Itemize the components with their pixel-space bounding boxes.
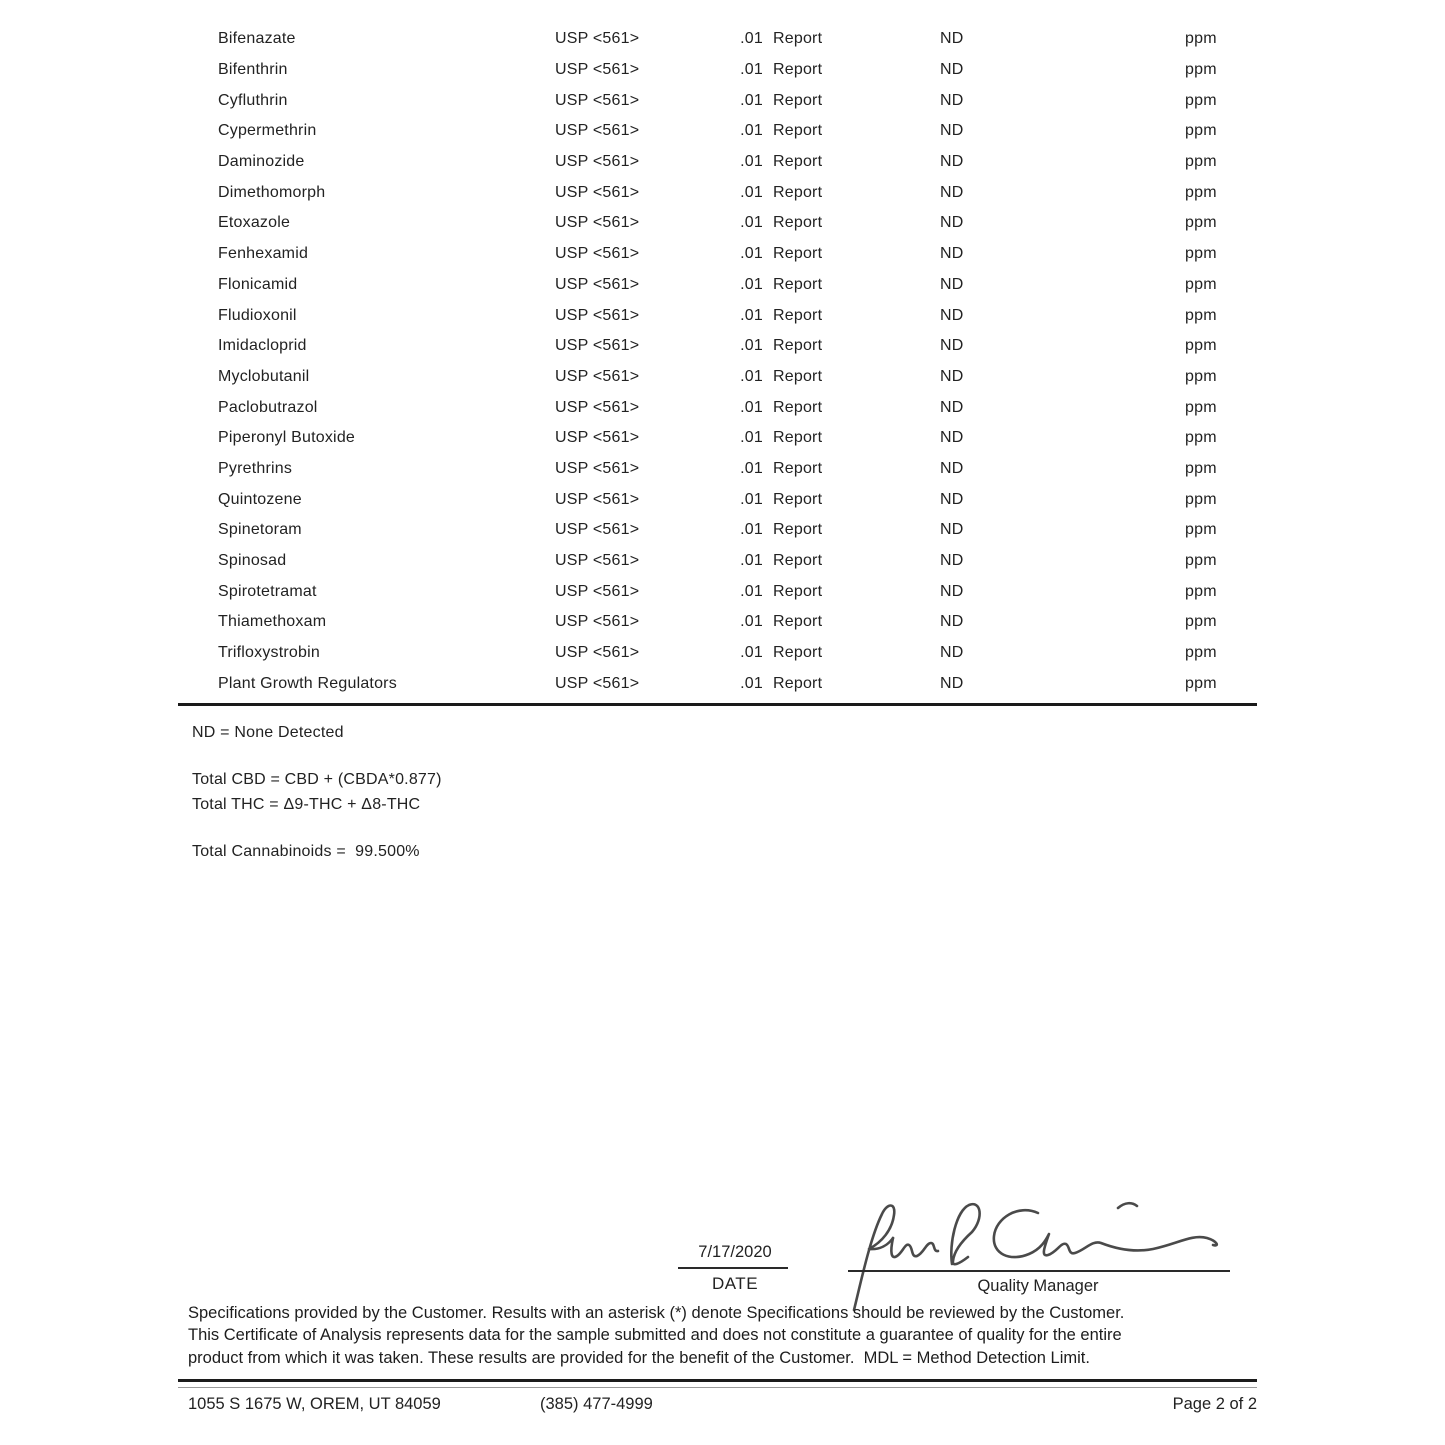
specification: Report xyxy=(773,429,823,447)
specification: Report xyxy=(773,30,823,48)
test-method: USP <561> xyxy=(555,153,640,171)
table-row xyxy=(178,85,1257,116)
units-label: ppm xyxy=(1185,644,1217,662)
units-label: ppm xyxy=(1185,122,1217,140)
mdl-value: .01 xyxy=(740,214,763,232)
test-method: USP <561> xyxy=(555,674,640,692)
lab-phone: (385) 477-4999 xyxy=(540,1395,653,1413)
total-cbd-formula-note: Total CBD = CBD + (CBDA*0.877) xyxy=(192,771,442,788)
analyte-name: Cyfluthrin xyxy=(218,91,288,109)
result-value: ND xyxy=(940,214,964,232)
result-value: ND xyxy=(940,613,964,631)
result-value: ND xyxy=(940,91,964,109)
page-indicator: Page 2 of 2 xyxy=(1172,1395,1257,1413)
specification: Report xyxy=(773,521,823,539)
analyte-name: Dimethomorph xyxy=(218,183,326,201)
units-label: ppm xyxy=(1185,306,1217,324)
units-label: ppm xyxy=(1185,183,1217,201)
result-value: ND xyxy=(940,183,964,201)
mdl-value: .01 xyxy=(740,459,763,477)
table-row xyxy=(178,24,1257,55)
test-method: USP <561> xyxy=(555,183,640,201)
specification: Report xyxy=(773,398,823,416)
units-label: ppm xyxy=(1185,552,1217,570)
mdl-value: .01 xyxy=(740,429,763,447)
specification: Report xyxy=(773,306,823,324)
specification: Report xyxy=(773,122,823,140)
test-method: USP <561> xyxy=(555,245,640,263)
test-method: USP <561> xyxy=(555,552,640,570)
analyte-name: Flonicamid xyxy=(218,275,298,293)
test-method: USP <561> xyxy=(555,613,640,631)
test-method: USP <561> xyxy=(555,644,640,662)
analyte-name: Etoxazole xyxy=(218,214,291,232)
test-method: USP <561> xyxy=(555,490,640,508)
specification: Report xyxy=(773,674,823,692)
test-method: USP <561> xyxy=(555,91,640,109)
analyte-name: Piperonyl Butoxide xyxy=(218,429,356,447)
table-row xyxy=(178,177,1257,208)
mdl-value: .01 xyxy=(740,30,763,48)
specification: Report xyxy=(773,275,823,293)
analyte-name: Imidacloprid xyxy=(218,337,307,355)
table-row xyxy=(178,607,1257,638)
result-value: ND xyxy=(940,490,964,508)
mdl-value: .01 xyxy=(740,613,763,631)
mdl-value: .01 xyxy=(740,61,763,79)
disclaimer-line: product from which it was taken. These results are provided for the benefit of the Customer. MDL = Method Detection Limit. xyxy=(188,1348,1090,1367)
date-label: DATE xyxy=(711,1274,759,1293)
test-method: USP <561> xyxy=(555,122,640,140)
units-label: ppm xyxy=(1185,337,1217,355)
test-method: USP <561> xyxy=(555,521,640,539)
specification: Report xyxy=(773,153,823,171)
analyte-name: Trifloxystrobin xyxy=(218,644,320,662)
specification: Report xyxy=(773,644,823,662)
analyte-name: Myclobutanil xyxy=(218,367,310,385)
test-method: USP <561> xyxy=(555,275,640,293)
table-row xyxy=(178,362,1257,393)
specification: Report xyxy=(773,91,823,109)
disclaimer-line: This Certificate of Analysis represents data for the sample submitted and does not constitute a guarantee of quality for the entire xyxy=(188,1326,1122,1345)
quality-manager-signature xyxy=(830,1194,1240,1316)
nd-definition-note: ND = None Detected xyxy=(192,724,344,741)
result-value: ND xyxy=(940,30,964,48)
result-value: ND xyxy=(940,398,964,416)
pesticide-results-table xyxy=(178,24,1257,706)
total-thc-formula-note: Total THC = Δ9-THC + Δ8-THC xyxy=(192,796,421,813)
analyte-name: Spinetoram xyxy=(218,521,302,539)
units-label: ppm xyxy=(1185,613,1217,631)
specification: Report xyxy=(773,459,823,477)
result-value: ND xyxy=(940,367,964,385)
units-label: ppm xyxy=(1185,61,1217,79)
analyte-name: Spirotetramat xyxy=(218,582,317,600)
mdl-value: .01 xyxy=(740,153,763,171)
result-value: ND xyxy=(940,582,964,600)
analyte-name: Paclobutrazol xyxy=(218,398,318,416)
result-value: ND xyxy=(940,552,964,570)
result-value: ND xyxy=(940,521,964,539)
units-label: ppm xyxy=(1185,398,1217,416)
mdl-value: .01 xyxy=(740,552,763,570)
table-row xyxy=(178,392,1257,423)
mdl-value: .01 xyxy=(740,245,763,263)
mdl-value: .01 xyxy=(740,674,763,692)
units-label: ppm xyxy=(1185,30,1217,48)
result-value: ND xyxy=(940,153,964,171)
table-row xyxy=(178,116,1257,147)
units-label: ppm xyxy=(1185,582,1217,600)
units-label: ppm xyxy=(1185,245,1217,263)
result-value: ND xyxy=(940,674,964,692)
table-row xyxy=(178,331,1257,362)
mdl-value: .01 xyxy=(740,183,763,201)
total-cannabinoids-note: Total Cannabinoids = 99.500% xyxy=(192,843,420,860)
mdl-value: .01 xyxy=(740,275,763,293)
result-value: ND xyxy=(940,306,964,324)
table-row xyxy=(178,454,1257,485)
mdl-value: .01 xyxy=(740,306,763,324)
specification: Report xyxy=(773,214,823,232)
test-method: USP <561> xyxy=(555,30,640,48)
mdl-value: .01 xyxy=(740,582,763,600)
test-method: USP <561> xyxy=(555,582,640,600)
table-row xyxy=(178,55,1257,86)
test-method: USP <561> xyxy=(555,367,640,385)
signer-title: Quality Manager xyxy=(977,1277,1099,1295)
analyte-name: Fludioxonil xyxy=(218,306,297,324)
units-label: ppm xyxy=(1185,91,1217,109)
specification: Report xyxy=(773,552,823,570)
specification: Report xyxy=(773,61,823,79)
units-label: ppm xyxy=(1185,153,1217,171)
date-signature-line xyxy=(678,1267,788,1269)
mdl-value: .01 xyxy=(740,398,763,416)
specification: Report xyxy=(773,582,823,600)
units-label: ppm xyxy=(1185,490,1217,508)
table-row xyxy=(178,546,1257,577)
mdl-value: .01 xyxy=(740,337,763,355)
test-method: USP <561> xyxy=(555,459,640,477)
signature-date-value: 7/17/2020 xyxy=(698,1243,772,1261)
analyte-name: Plant Growth Regulators xyxy=(218,674,397,692)
analyte-name: Bifenazate xyxy=(218,30,296,48)
specification: Report xyxy=(773,337,823,355)
units-label: ppm xyxy=(1185,429,1217,447)
analyte-name: Quintozene xyxy=(218,490,302,508)
result-value: ND xyxy=(940,61,964,79)
table-row xyxy=(178,300,1257,331)
analyte-name: Cypermethrin xyxy=(218,122,317,140)
mdl-value: .01 xyxy=(740,122,763,140)
table-row xyxy=(178,668,1257,699)
signer-signature-line xyxy=(848,1270,1230,1272)
specification: Report xyxy=(773,245,823,263)
units-label: ppm xyxy=(1185,459,1217,477)
specification: Report xyxy=(773,183,823,201)
units-label: ppm xyxy=(1185,367,1217,385)
mdl-value: .01 xyxy=(740,521,763,539)
units-label: ppm xyxy=(1185,275,1217,293)
specification: Report xyxy=(773,613,823,631)
specification: Report xyxy=(773,367,823,385)
specification: Report xyxy=(773,490,823,508)
result-value: ND xyxy=(940,644,964,662)
test-method: USP <561> xyxy=(555,398,640,416)
table-row xyxy=(178,270,1257,301)
mdl-value: .01 xyxy=(740,91,763,109)
analyte-name: Thiamethoxam xyxy=(218,613,327,631)
lab-address: 1055 S 1675 W, OREM, UT 84059 xyxy=(188,1395,441,1413)
table-row xyxy=(178,515,1257,546)
table-row xyxy=(178,208,1257,239)
result-value: ND xyxy=(940,245,964,263)
analyte-name: Bifenthrin xyxy=(218,61,288,79)
units-label: ppm xyxy=(1185,521,1217,539)
analyte-name: Pyrethrins xyxy=(218,459,293,477)
footer-separator-thin xyxy=(178,1387,1257,1388)
analyte-name: Spinosad xyxy=(218,552,287,570)
table-row xyxy=(178,239,1257,270)
result-value: ND xyxy=(940,429,964,447)
mdl-value: .01 xyxy=(740,644,763,662)
test-method: USP <561> xyxy=(555,306,640,324)
result-value: ND xyxy=(940,459,964,477)
analyte-name: Daminozide xyxy=(218,153,305,171)
disclaimer-line: Specifications provided by the Customer. Results with an asterisk (*) denote Specifications should be reviewed by the Customer. xyxy=(188,1304,1125,1322)
units-label: ppm xyxy=(1185,674,1217,692)
units-label: ppm xyxy=(1185,214,1217,232)
mdl-value: .01 xyxy=(740,367,763,385)
table-row xyxy=(178,423,1257,454)
result-value: ND xyxy=(940,122,964,140)
test-method: USP <561> xyxy=(555,61,640,79)
table-row xyxy=(178,638,1257,669)
mdl-value: .01 xyxy=(740,490,763,508)
test-method: USP <561> xyxy=(555,429,640,447)
table-row xyxy=(178,147,1257,178)
analyte-name: Fenhexamid xyxy=(218,245,309,263)
test-method: USP <561> xyxy=(555,337,640,355)
test-method: USP <561> xyxy=(555,214,640,232)
footer-separator-thick xyxy=(178,1379,1257,1382)
result-value: ND xyxy=(940,275,964,293)
result-value: ND xyxy=(940,337,964,355)
disclaimer-paragraph xyxy=(188,1302,1278,1369)
table-row xyxy=(178,576,1257,607)
table-row xyxy=(178,484,1257,515)
